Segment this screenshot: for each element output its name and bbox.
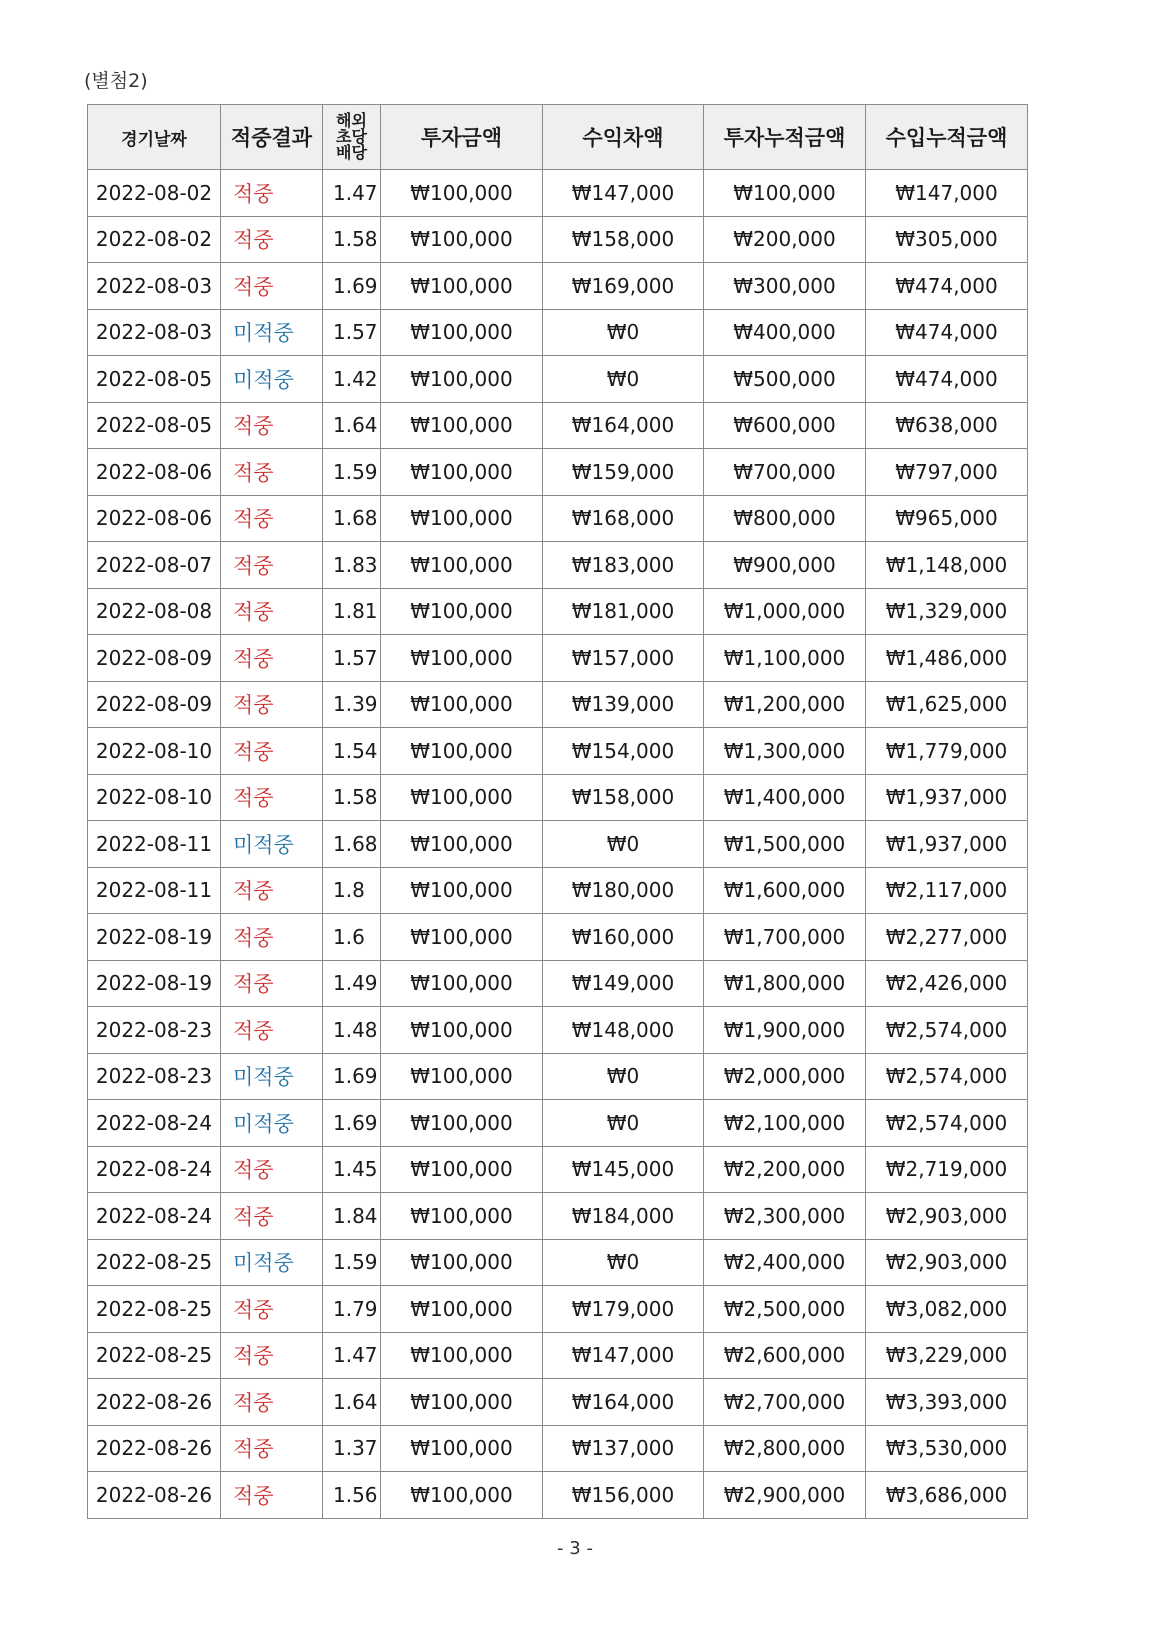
cell-profit: ₩0 [543,821,704,868]
cell-odds: 1.48 [323,1007,381,1054]
cell-date: 2022-08-03 [88,309,221,356]
cell-cum-income: ₩1,937,000 [866,821,1028,868]
cell-cum-investment: ₩2,000,000 [704,1053,866,1100]
cell-investment: ₩100,000 [381,728,543,775]
cell-profit: ₩164,000 [543,402,704,449]
cell-result: 적중 [221,449,323,496]
cell-date: 2022-08-19 [88,914,221,961]
cell-odds: 1.42 [323,356,381,403]
cell-investment: ₩100,000 [381,542,543,589]
annex-label: (별첨2) [84,70,148,92]
cell-cum-income: ₩2,903,000 [866,1193,1028,1240]
cell-cum-investment: ₩500,000 [704,356,866,403]
table-row [88,728,1028,775]
cell-odds: 1.69 [323,263,381,310]
cell-profit: ₩0 [543,309,704,356]
header-odds: 해외 초당 배당 [323,105,381,170]
table-row [88,542,1028,589]
cell-cum-income: ₩1,486,000 [866,635,1028,682]
cell-profit: ₩145,000 [543,1146,704,1193]
table-header-row [88,105,1028,170]
page-number: - 3 - [557,1538,593,1559]
cell-cum-income: ₩2,426,000 [866,960,1028,1007]
cell-odds: 1.64 [323,1379,381,1426]
cell-cum-investment: ₩1,000,000 [704,588,866,635]
cell-cum-investment: ₩200,000 [704,216,866,263]
cell-odds: 1.45 [323,1146,381,1193]
cell-cum-income: ₩305,000 [866,216,1028,263]
cell-date: 2022-08-10 [88,774,221,821]
cell-cum-investment: ₩1,900,000 [704,1007,866,1054]
cell-cum-income: ₩3,530,000 [866,1425,1028,1472]
cell-odds: 1.83 [323,542,381,589]
cell-cum-income: ₩1,148,000 [866,542,1028,589]
table-row [88,356,1028,403]
table-row [88,774,1028,821]
cell-odds: 1.49 [323,960,381,1007]
cell-odds: 1.47 [323,1332,381,1379]
cell-result: 적중 [221,914,323,961]
cell-cum-investment: ₩900,000 [704,542,866,589]
cell-profit: ₩0 [543,1053,704,1100]
cell-cum-income: ₩1,625,000 [866,681,1028,728]
table-row [88,821,1028,868]
cell-date: 2022-08-23 [88,1007,221,1054]
cell-result: 적중 [221,402,323,449]
cell-investment: ₩100,000 [381,1379,543,1426]
cell-date: 2022-08-06 [88,449,221,496]
cell-cum-investment: ₩2,700,000 [704,1379,866,1426]
cell-investment: ₩100,000 [381,1425,543,1472]
cell-result: 적중 [221,1425,323,1472]
cell-result: 미적중 [221,1100,323,1147]
cell-date: 2022-08-05 [88,356,221,403]
cell-cum-income: ₩474,000 [866,356,1028,403]
cell-investment: ₩100,000 [381,495,543,542]
table-row [88,1053,1028,1100]
cell-cum-income: ₩797,000 [866,449,1028,496]
cell-date: 2022-08-09 [88,681,221,728]
cell-investment: ₩100,000 [381,588,543,635]
cell-cum-investment: ₩2,200,000 [704,1146,866,1193]
cell-cum-income: ₩2,574,000 [866,1007,1028,1054]
cell-odds: 1.6 [323,914,381,961]
cell-cum-investment: ₩1,300,000 [704,728,866,775]
table-row [88,1193,1028,1240]
cell-profit: ₩183,000 [543,542,704,589]
cell-investment: ₩100,000 [381,1472,543,1519]
cell-date: 2022-08-07 [88,542,221,589]
cell-investment: ₩100,000 [381,309,543,356]
cell-cum-investment: ₩2,800,000 [704,1425,866,1472]
cell-cum-investment: ₩300,000 [704,263,866,310]
cell-cum-income: ₩474,000 [866,309,1028,356]
cell-profit: ₩169,000 [543,263,704,310]
cell-result: 미적중 [221,356,323,403]
cell-date: 2022-08-26 [88,1379,221,1426]
cell-investment: ₩100,000 [381,1286,543,1333]
cell-profit: ₩156,000 [543,1472,704,1519]
cell-investment: ₩100,000 [381,1193,543,1240]
cell-cum-income: ₩474,000 [866,263,1028,310]
cell-investment: ₩100,000 [381,402,543,449]
cell-odds: 1.57 [323,635,381,682]
cell-odds: 1.59 [323,1239,381,1286]
cell-date: 2022-08-03 [88,263,221,310]
cell-cum-income: ₩1,329,000 [866,588,1028,635]
cell-investment: ₩100,000 [381,681,543,728]
cell-investment: ₩100,000 [381,1239,543,1286]
cell-cum-investment: ₩400,000 [704,309,866,356]
cell-investment: ₩100,000 [381,774,543,821]
cell-cum-investment: ₩800,000 [704,495,866,542]
cell-investment: ₩100,000 [381,1146,543,1193]
cell-result: 적중 [221,1193,323,1240]
cell-cum-investment: ₩2,400,000 [704,1239,866,1286]
cell-date: 2022-08-19 [88,960,221,1007]
cell-cum-income: ₩1,937,000 [866,774,1028,821]
cell-odds: 1.39 [323,681,381,728]
cell-cum-investment: ₩2,300,000 [704,1193,866,1240]
cell-odds: 1.37 [323,1425,381,1472]
cell-cum-income: ₩3,082,000 [866,1286,1028,1333]
cell-odds: 1.64 [323,402,381,449]
cell-profit: ₩148,000 [543,1007,704,1054]
cell-investment: ₩100,000 [381,1332,543,1379]
table-row [88,1379,1028,1426]
cell-odds: 1.47 [323,170,381,217]
cell-result: 미적중 [221,309,323,356]
table-row [88,216,1028,263]
cell-cum-investment: ₩1,100,000 [704,635,866,682]
cell-investment: ₩100,000 [381,635,543,682]
cell-investment: ₩100,000 [381,263,543,310]
cell-odds: 1.58 [323,774,381,821]
cell-date: 2022-08-25 [88,1239,221,1286]
table-row [88,263,1028,310]
cell-profit: ₩181,000 [543,588,704,635]
cell-result: 적중 [221,170,323,217]
cell-profit: ₩159,000 [543,449,704,496]
cell-profit: ₩137,000 [543,1425,704,1472]
cell-result: 미적중 [221,1053,323,1100]
cell-result: 적중 [221,1007,323,1054]
cell-profit: ₩180,000 [543,867,704,914]
cell-cum-income: ₩638,000 [866,402,1028,449]
cell-profit: ₩158,000 [543,216,704,263]
header-cum-investment: 투자누적금액 [704,105,866,170]
cell-odds: 1.69 [323,1053,381,1100]
cell-investment: ₩100,000 [381,1100,543,1147]
cell-date: 2022-08-24 [88,1146,221,1193]
cell-profit: ₩149,000 [543,960,704,1007]
cell-date: 2022-08-02 [88,170,221,217]
cell-result: 적중 [221,635,323,682]
cell-cum-income: ₩2,719,000 [866,1146,1028,1193]
cell-odds: 1.81 [323,588,381,635]
cell-result: 적중 [221,1286,323,1333]
cell-odds: 1.57 [323,309,381,356]
cell-cum-investment: ₩1,200,000 [704,681,866,728]
cell-cum-income: ₩2,574,000 [866,1053,1028,1100]
cell-profit: ₩0 [543,1100,704,1147]
table-row [88,1332,1028,1379]
cell-cum-income: ₩3,229,000 [866,1332,1028,1379]
table-row [88,914,1028,961]
cell-cum-income: ₩2,574,000 [866,1100,1028,1147]
cell-investment: ₩100,000 [381,356,543,403]
cell-result: 적중 [221,588,323,635]
cell-cum-investment: ₩1,800,000 [704,960,866,1007]
cell-cum-investment: ₩1,600,000 [704,867,866,914]
cell-investment: ₩100,000 [381,960,543,1007]
header-investment: 투자금액 [381,105,543,170]
table-row [88,588,1028,635]
cell-profit: ₩157,000 [543,635,704,682]
cell-cum-income: ₩3,686,000 [866,1472,1028,1519]
cell-cum-income: ₩2,903,000 [866,1239,1028,1286]
table-row [88,1146,1028,1193]
cell-date: 2022-08-02 [88,216,221,263]
table-row [88,681,1028,728]
cell-result: 적중 [221,1146,323,1193]
cell-date: 2022-08-11 [88,867,221,914]
cell-cum-investment: ₩1,700,000 [704,914,866,961]
table-row [88,1472,1028,1519]
table-row [88,1286,1028,1333]
table-row [88,402,1028,449]
cell-date: 2022-08-26 [88,1425,221,1472]
cell-cum-investment: ₩2,100,000 [704,1100,866,1147]
cell-date: 2022-08-23 [88,1053,221,1100]
cell-date: 2022-08-24 [88,1193,221,1240]
cell-result: 적중 [221,495,323,542]
table-row [88,1100,1028,1147]
cell-cum-income: ₩965,000 [866,495,1028,542]
cell-profit: ₩154,000 [543,728,704,775]
cell-profit: ₩147,000 [543,170,704,217]
cell-profit: ₩160,000 [543,914,704,961]
cell-result: 적중 [221,867,323,914]
cell-cum-investment: ₩2,900,000 [704,1472,866,1519]
cell-odds: 1.56 [323,1472,381,1519]
cell-result: 적중 [221,263,323,310]
cell-date: 2022-08-25 [88,1332,221,1379]
cell-cum-investment: ₩700,000 [704,449,866,496]
cell-result: 적중 [221,728,323,775]
cell-cum-investment: ₩1,500,000 [704,821,866,868]
cell-date: 2022-08-08 [88,588,221,635]
cell-result: 적중 [221,960,323,1007]
table-row [88,960,1028,1007]
cell-investment: ₩100,000 [381,170,543,217]
header-date: 경기날짜 [88,105,221,170]
cell-result: 적중 [221,1332,323,1379]
cell-odds: 1.79 [323,1286,381,1333]
cell-date: 2022-08-06 [88,495,221,542]
cell-odds: 1.84 [323,1193,381,1240]
header-cum-income: 수입누적금액 [866,105,1028,170]
table-row [88,309,1028,356]
cell-cum-investment: ₩1,400,000 [704,774,866,821]
cell-investment: ₩100,000 [381,867,543,914]
cell-investment: ₩100,000 [381,216,543,263]
cell-cum-income: ₩2,277,000 [866,914,1028,961]
cell-investment: ₩100,000 [381,1007,543,1054]
cell-date: 2022-08-11 [88,821,221,868]
table-row [88,635,1028,682]
cell-profit: ₩168,000 [543,495,704,542]
cell-result: 적중 [221,1379,323,1426]
cell-cum-income: ₩147,000 [866,170,1028,217]
cell-cum-investment: ₩600,000 [704,402,866,449]
cell-result: 적중 [221,1472,323,1519]
table-row [88,1007,1028,1054]
cell-investment: ₩100,000 [381,1053,543,1100]
cell-result: 적중 [221,216,323,263]
cell-cum-income: ₩1,779,000 [866,728,1028,775]
cell-cum-investment: ₩2,500,000 [704,1286,866,1333]
cell-result: 적중 [221,542,323,589]
cell-result: 적중 [221,681,323,728]
cell-date: 2022-08-24 [88,1100,221,1147]
cell-profit: ₩0 [543,356,704,403]
table-row [88,170,1028,217]
cell-odds: 1.58 [323,216,381,263]
cell-date: 2022-08-09 [88,635,221,682]
cell-result: 미적중 [221,821,323,868]
table-row [88,1425,1028,1472]
cell-investment: ₩100,000 [381,914,543,961]
cell-cum-investment: ₩100,000 [704,170,866,217]
cell-profit: ₩147,000 [543,1332,704,1379]
cell-profit: ₩164,000 [543,1379,704,1426]
table-row [88,867,1028,914]
cell-profit: ₩184,000 [543,1193,704,1240]
cell-profit: ₩139,000 [543,681,704,728]
header-result: 적중결과 [221,105,323,170]
cell-cum-income: ₩2,117,000 [866,867,1028,914]
cell-cum-income: ₩3,393,000 [866,1379,1028,1426]
cell-cum-investment: ₩2,600,000 [704,1332,866,1379]
table-row [88,449,1028,496]
cell-profit: ₩0 [543,1239,704,1286]
cell-date: 2022-08-10 [88,728,221,775]
cell-date: 2022-08-26 [88,1472,221,1519]
cell-result: 적중 [221,774,323,821]
cell-result: 미적중 [221,1239,323,1286]
cell-profit: ₩158,000 [543,774,704,821]
header-profit: 수익차액 [543,105,704,170]
cell-odds: 1.69 [323,1100,381,1147]
cell-date: 2022-08-25 [88,1286,221,1333]
cell-odds: 1.68 [323,495,381,542]
table-row [88,495,1028,542]
cell-investment: ₩100,000 [381,449,543,496]
cell-investment: ₩100,000 [381,821,543,868]
cell-odds: 1.68 [323,821,381,868]
cell-odds: 1.8 [323,867,381,914]
cell-odds: 1.59 [323,449,381,496]
cell-profit: ₩179,000 [543,1286,704,1333]
table-row [88,1239,1028,1286]
cell-odds: 1.54 [323,728,381,775]
betting-results-table [87,104,1028,1519]
cell-date: 2022-08-05 [88,402,221,449]
